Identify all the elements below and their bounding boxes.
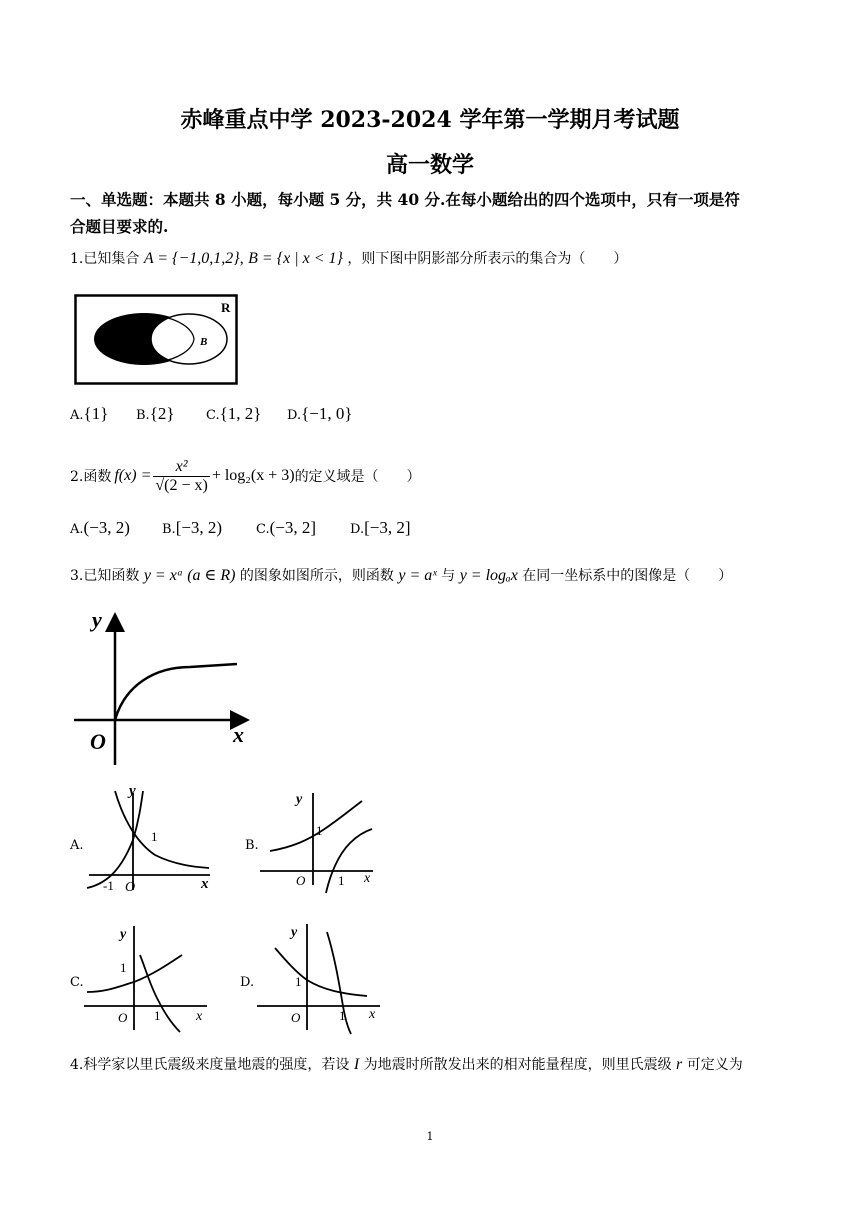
q2-fraction-numerator: x² (153, 458, 209, 477)
svg-text:x: x (196, 1009, 203, 1024)
svg-text:1: 1 (154, 1008, 161, 1023)
section-heading (70, 186, 790, 240)
svg-text:1: 1 (151, 829, 158, 844)
exam-title: 赤峰重点中学 2023-2024 学年第一学期月考试题 (180, 107, 680, 133)
svg-text:x: x (369, 1007, 376, 1022)
exam-subtitle: 高一数学 (385, 152, 474, 178)
q3-prefix: 3.已知函数 (70, 568, 140, 584)
svg-text:1: 1 (120, 960, 127, 975)
q3-suffix: 在同一坐标系中的图像是（ ） (522, 568, 733, 584)
q2-option-a[interactable]: A.(−3, 2) (70, 518, 130, 537)
q4-var-i: I (353, 1056, 360, 1073)
q3-option-a-label[interactable]: A. (70, 838, 84, 853)
q1-option-b[interactable]: B.{2} (136, 404, 175, 423)
question-3-stem (70, 565, 732, 585)
section-heading-line2: 合题目要求的. (70, 217, 169, 236)
q3-option-d-label[interactable]: D. (240, 975, 255, 990)
q1-suffix: ，则下图中阴影部分所表示的集合为（ ） (347, 251, 628, 267)
venn-b-label: B (200, 336, 208, 348)
q3-option-c-graph[interactable] (82, 920, 212, 1035)
svg-text:x: x (201, 876, 209, 892)
q3-power-func: y = xᵃ (a ∈ R) (143, 567, 236, 584)
main-origin-label: O (90, 729, 106, 754)
q3-middle: 的图象如图所示，则函数 (239, 568, 394, 584)
venn-universe-label: R (221, 300, 231, 315)
svg-text:y: y (296, 792, 303, 807)
svg-text:y: y (129, 785, 136, 799)
q1-option-c[interactable]: C.{1, 2} (206, 404, 262, 423)
svg-text:y: y (291, 925, 298, 940)
q2-func-tail: + log₂(x + 3) (211, 467, 295, 484)
question-2-stem (70, 452, 421, 500)
q3-option-b-label[interactable]: B. (245, 838, 259, 853)
q3-option-b-graph[interactable] (258, 785, 383, 895)
q4-var-r: r (676, 1056, 683, 1073)
q3-main-graph (70, 605, 255, 775)
svg-text:O: O (125, 880, 136, 895)
question-4-stem (70, 1054, 743, 1074)
q4-text-b: 为地震时所散发出来的相对能量程度，则里氏震级 (363, 1057, 672, 1073)
q2-prefix: 2.函数 (70, 469, 112, 485)
q2-suffix: 的定义域是（ ） (294, 469, 421, 485)
q3-option-c-label[interactable]: C. (70, 975, 84, 990)
venn-set-b (151, 314, 227, 364)
q4-text-c: 可定义为 (686, 1057, 743, 1073)
svg-text:y: y (120, 927, 127, 942)
section-heading-line1: 一、单选题：本题共 8 小题，每小题 5 分，共 40 分.在每小题给出的四个选项中，只有一项是符 (70, 190, 740, 209)
q2-option-c[interactable]: C.(−3, 2] (256, 518, 317, 537)
svg-text:O: O (118, 1010, 128, 1025)
q4-text-a: 4.科学家以里氏震级来度量地震的强度，若设 (70, 1057, 350, 1073)
svg-text:x: x (364, 871, 371, 886)
q3-option-a-graph[interactable] (85, 785, 220, 895)
q2-fraction (153, 458, 209, 495)
q1-option-d[interactable]: D.{−1, 0} (287, 404, 353, 423)
svg-text:O: O (296, 873, 306, 888)
question-1-stem: 1.已知集合 A = {−1,0,1,2}, B = {x | x < 1} ，则下图中阴影部分所表示的集合为（ ） (70, 250, 628, 267)
q2-option-b[interactable]: B.[−3, 2) (162, 518, 223, 537)
q1-option-a[interactable]: A.{1} (70, 404, 109, 423)
main-x-label: x (233, 722, 244, 747)
q3-exp-func: y = aˣ (398, 567, 437, 584)
main-y-label: y (92, 607, 102, 632)
q1-venn-diagram (74, 294, 240, 386)
svg-text:1: 1 (316, 823, 323, 838)
main-power-curve (115, 664, 237, 720)
q2-fraction-denominator: √(2 − x) (155, 476, 208, 494)
svg-text:O: O (291, 1010, 301, 1025)
q1-set-b: B = {x | x < 1} (248, 250, 343, 267)
svg-text:1: 1 (339, 1008, 346, 1023)
q3-log-func: y = logₐx (459, 567, 518, 584)
q2-func-lhs: f(x) = (114, 467, 152, 484)
svg-text:1: 1 (338, 873, 345, 888)
q3-conj: 与 (441, 568, 456, 584)
q1-set-a: A = {−1,0,1,2} (143, 250, 240, 267)
q2-option-d[interactable]: D.[−3, 2] (350, 518, 411, 537)
svg-text:1: 1 (295, 974, 302, 989)
svg-text:-1: -1 (103, 878, 114, 893)
page-number: 1 (426, 1130, 434, 1143)
q1-prefix: 1.已知集合 (70, 251, 140, 267)
q3-option-d-graph[interactable] (255, 918, 385, 1038)
